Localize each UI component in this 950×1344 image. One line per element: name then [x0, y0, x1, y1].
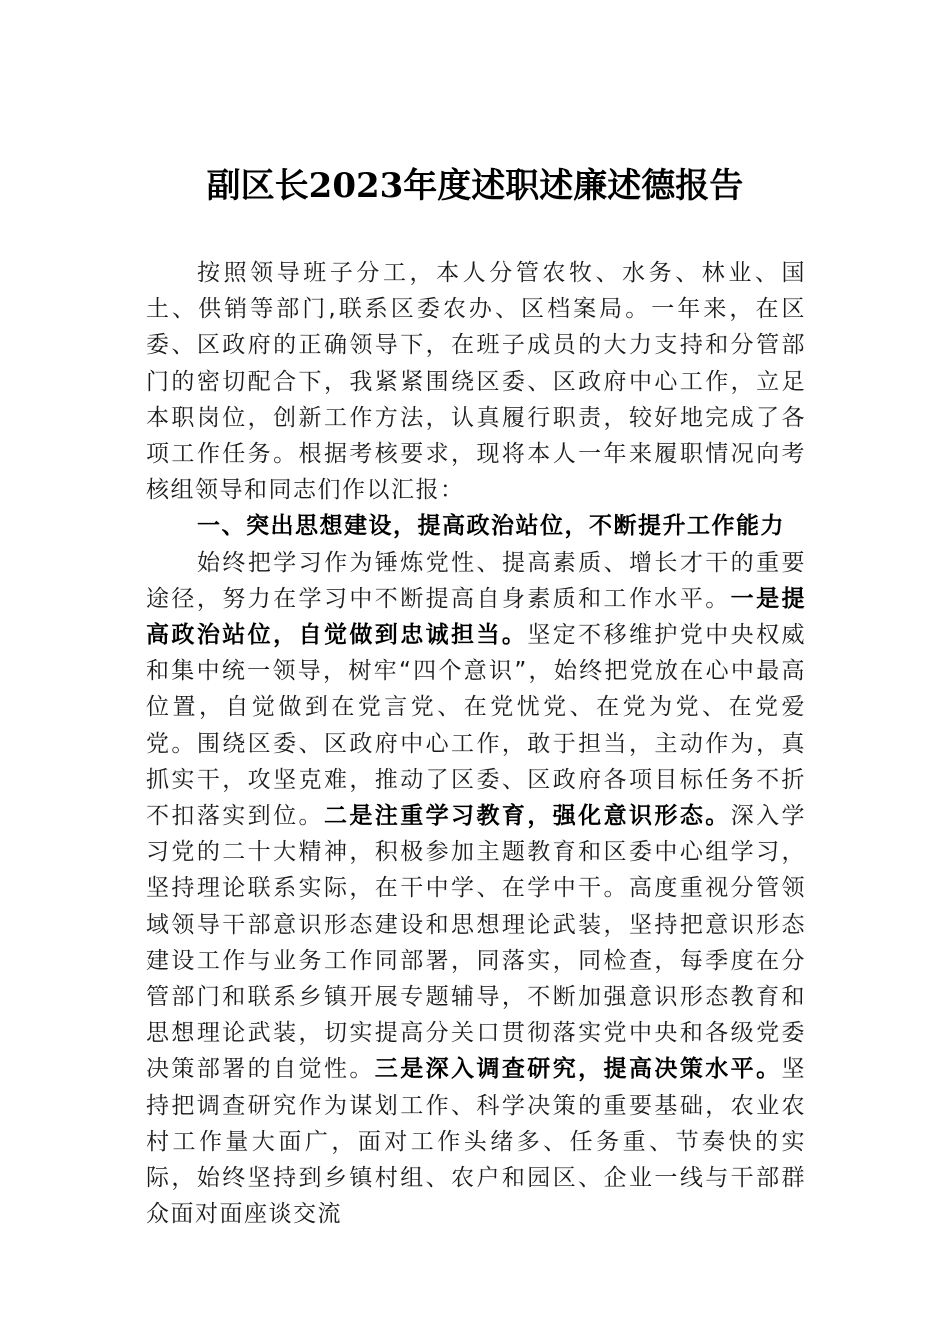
section-heading: 一、突出思想建设，提高政治站位，不断提升工作能力	[197, 513, 785, 540]
intro-paragraph: 按照领导班子分工，本人分管农牧、水务、林业、国土、供销等部门,联系区委农办、区档案局。一年来，在区委、区政府的正确领导下，在班子成员的大力支持和分管部门的密切配合下，我紧紧围绕区委、区政府中心工作，立足本职岗位，创新工作方法，认真履行职责，较好地完成了各项工作任务。根据考核要求，现将本人一年来履职情况向考核组领导和同志们作以汇报：	[146, 260, 806, 504]
point-text: 坚定不移维护党中央权威和集中统一领导，树牢“四个意识”，始终把党放在心中最高位置，自觉做到在党言党、在党忧党、在党为党、在党爱党。围绕区委、区政府中心工作，敢于担当，主动作为，真抓实干，攻坚克难，推动了区委、区政府各项目标任务不折不扣落实到位。	[146, 622, 807, 830]
point-text: 坚持把调查研究作为谋划工作、科学决策的重要基础，农业农村工作量大面广，面对工作头绪多、任务重、节奏快的实际，始终坚持到乡镇村组、农户和园区、企业一线与干部群众面对面座谈交流	[146, 1056, 807, 1228]
document-title: 副区长2023年度述职述廉述德报告	[206, 166, 744, 206]
point-title: 二是注重学习教育，强化意识形态。	[323, 803, 731, 830]
document-body	[146, 255, 806, 1232]
point-text: 深入学习党的二十大精神，积极参加主题教育和区委中心组学习，坚持理论联系实际，在干中学、在学中干。高度重视分管领域领导干部意识形态建设和思想理论武装，坚持把意识形态建设工作与业务工作同部署，同落实，同检查，每季度在分管部门和联系乡镇开展专题辅导，不断加强意识形态教育和思想理论武装，切实提高分关口贯彻落实党中央和各级党委决策部署的自觉性。	[146, 803, 807, 1083]
point-title: 三是深入调查研究，提高决策水平。	[374, 1056, 782, 1083]
lead-text: 始终把学习作为锤炼党性、提高素质、增长才干的重要途径，努力在学习中不断提高自身素质和工作水平。	[146, 549, 806, 612]
section-paragraph	[146, 545, 806, 1233]
point-title: 一是提高政治站位，自觉做到忠诚担当。	[146, 585, 807, 649]
